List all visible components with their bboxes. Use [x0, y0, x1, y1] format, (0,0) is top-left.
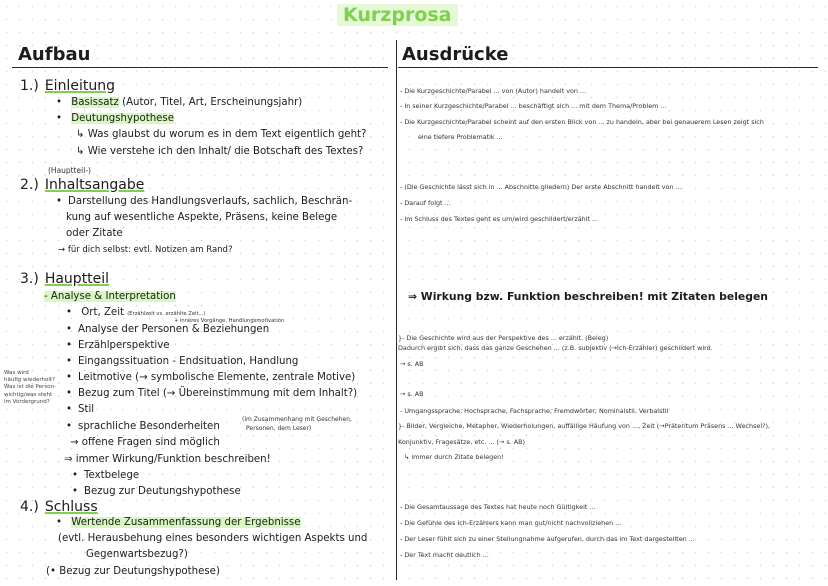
s4-bezug: (• Bezug zur Deutungshypothese) [46, 566, 220, 577]
right-ab-1: → s. AB [400, 360, 424, 368]
s3-eingangssituation: • Eingangssituation - Endsituation, Handlung [66, 356, 298, 367]
s4-hint-1: (evtl. Herausbehung eines besonders wichtigen Aspekts und [58, 533, 368, 544]
right-wirkung-heading: ⇒ Wirkung bzw. Funktion beschreiben! mit Zitaten belegen [408, 290, 768, 303]
s3-stil: • Stil [66, 404, 94, 415]
column-divider [396, 40, 397, 580]
s3-margin-note: Was wird häufig wiederholt? Was ist die Person- wichtig/was steht im Vordergrund? [4, 370, 56, 405]
right-inhalt-3: - Im Schluss des Textes geht es um/wird geschildert/erzählt ... [400, 215, 599, 223]
right-ab-2: → s. AB [400, 390, 424, 398]
s2-line-1: • Darstellung des Handlungsverlaufs, sachlich, Beschrän- [56, 196, 352, 207]
right-stil-3: Konjunktiv, Fragesätze, etc. ... (→ s. AB) [398, 438, 526, 446]
right-einleitung-1: - Die Kurzgeschichte/Parabel ... von (Autor) handelt von ... [400, 87, 587, 95]
s2-hint: → für dich selbst: evtl. Notizen am Rand? [58, 245, 233, 255]
section-2-heading: 2.) Inhaltsangabe [20, 177, 145, 193]
s3-subheading: - Analyse & Interpretation [44, 291, 176, 302]
left-column-heading: Aufbau [18, 44, 91, 65]
s3-analyse: • Analyse der Personen & Beziehungen [66, 324, 269, 335]
s1-basissatz: • Basissatz (Autor, Titel, Art, Erscheinungsjahr) [56, 97, 302, 108]
section-3-heading: 3.) Hauptteil [20, 271, 110, 287]
right-inhalt-1: - (Die Geschichte lässt sich in ... Abschnitte gliedern) Der erste Abschnitt handelt von ... [400, 183, 682, 191]
section-4-heading: 4.) Schluss [20, 499, 98, 515]
right-einleitung-3b: eine tiefere Problematik ... [418, 133, 503, 141]
s2-line-2: kung auf wesentliche Aspekte, Präsens, keine Belege [66, 212, 338, 223]
s3-immer-wirkung: ⇒ immer Wirkung/Funktion beschreiben! [64, 454, 271, 465]
s3-sprach-note-1: (im Zusammenhang mit Geschehen, [242, 416, 352, 423]
s3-bezug-deutung: • Bezug zur Deutungshypothese [72, 486, 241, 497]
s3-textbelege: • Textbelege [72, 470, 139, 481]
right-einleitung-2: - In seiner Kurzgeschichte/Parabel ... beschäftigt sich ... mit dem Thema/Problem ... [400, 102, 667, 110]
s1-question-1: ↳ Was glaubst du worum es in dem Text eigentlich geht? [76, 129, 367, 140]
s2-line-3: oder Zitate [66, 228, 123, 239]
right-einleitung-3: - Die Kurzgeschichte/Parabel scheint auf den ersten Blick von ... zu handeln, aber bei genauerem Lesen zeigt sich [400, 118, 764, 126]
s3-sprachliche-besonderheiten: • sprachliche Besonderheiten [66, 421, 220, 432]
right-inhalt-2: - Darauf folgt ... [400, 199, 451, 207]
section-1-title: Einleitung [44, 78, 115, 94]
section-2-title: Inhaltsangabe [44, 177, 145, 193]
s3-erzaehlperspektive: • Erzählperspektive [66, 340, 170, 351]
s3-leitmotive: • Leitmotive (→ symbolische Elemente, zentrale Motive) [66, 372, 355, 383]
right-schluss-4: - Der Text macht deutlich ... [400, 551, 489, 559]
page-title: Kurzprosa [337, 4, 458, 26]
s3-bezug-titel: • Bezug zum Titel (→ Übereinstimmung mit dem Inhalt?) [66, 388, 357, 399]
right-perspektive-2: Dadurch ergibt sich, dass das ganze Geschehen ... (z.B. subjektiv (→Ich-Erzähler) geschildert wird. [398, 344, 713, 352]
right-stil-1: - Umgangssprache, Hochsprache, Fachsprache; Fremdwörter; Nominalstil, Verbalstil [400, 407, 669, 415]
s1-question-2: ↳ Wie verstehe ich den Inhalt/ die Botschaft des Textes? [76, 146, 364, 157]
right-schluss-3: - Der Leser fühlt sich zu einer Stellungnahme aufgerufen, durch das im Text dargestellten ... [400, 535, 695, 543]
s4-wertende-zusammenfassung: • Wertende Zusammenfassung der Ergebnisse [56, 517, 301, 528]
section-3-title: Hauptteil [44, 271, 110, 287]
right-column-heading: Ausdrücke [402, 44, 509, 65]
s2-note: (Hauptteil-) [48, 166, 91, 175]
s3-offene-fragen: → offene Fragen sind möglich [70, 437, 220, 448]
left-heading-rule [12, 67, 388, 68]
section-1-heading: 1.) Einleitung [20, 78, 115, 94]
right-schluss-2: - Die Gefühle des Ich-Erzählers kann man gut/nicht nachvollziehen ... [400, 519, 622, 527]
s1-deutungshypothese: • Deutungshypothese [56, 113, 174, 124]
section-4-title: Schluss [44, 499, 98, 515]
right-stil-2: }- Bilder, Vergleiche, Metapher, Wiederholungen, auffällige Häufung von ..., Zeit (→Präteritum Präsens ... Wechsel?), [398, 422, 771, 430]
s3-ort-zeit: • Ort, Zeit (Erzählzeit vs. erzählte Zeit...) [66, 307, 205, 318]
right-schluss-1: - Die Gesamtaussage des Textes hat heute noch Gültigkeit ... [400, 503, 596, 511]
right-heading-rule [398, 67, 818, 68]
right-perspektive-1: }- Die Geschichte wird aus der Perspektive des ... erzählt. (Beleg) [398, 334, 609, 342]
s3-ort-note-2: + inneres Vorgänge, Handlungsmotivation [174, 318, 285, 324]
s4-hint-2: Gegenwartsbezug?) [86, 549, 188, 560]
s3-sprach-note-2: Personen, dem Leser) [246, 425, 312, 432]
right-stil-4: ↳ immer durch Zitate belegen! [404, 453, 504, 461]
